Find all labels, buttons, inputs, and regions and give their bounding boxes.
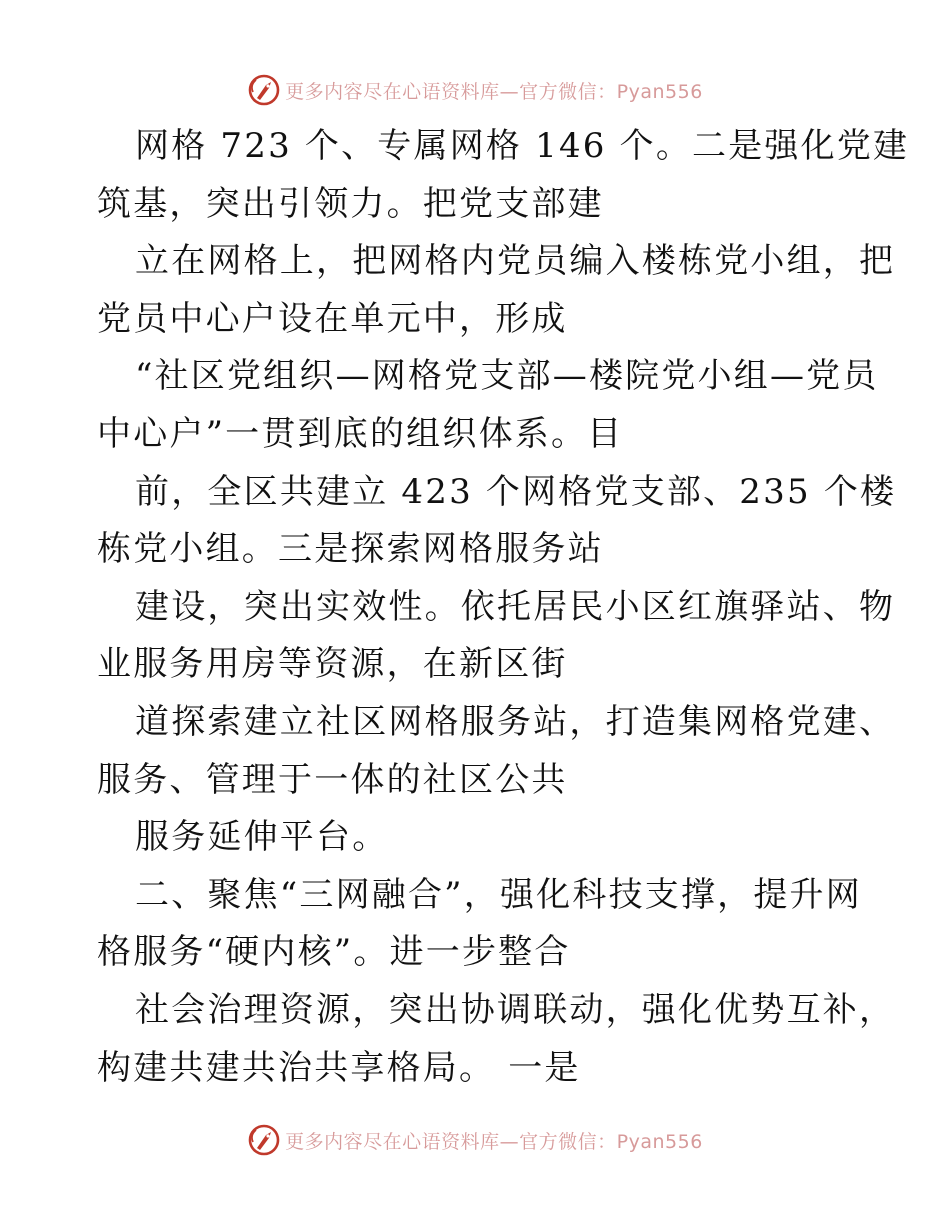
text-line: 格服务“硬内核”。进一步整合 — [97, 932, 571, 973]
pen-nib-logo-icon — [247, 1123, 281, 1157]
text-line: 栋党小组。三是探索网格服务站 — [97, 529, 604, 570]
text-line: 社会治理资源，突出协调联动，强化优势互补， — [135, 989, 896, 1030]
text-line: 业服务用房等资源，在新区街 — [97, 644, 568, 685]
text-line: 党员中心户设在单元中，形成 — [97, 298, 568, 339]
text-line: 道探索建立社区网格服务站，打造集网格党建、 — [135, 701, 896, 742]
text-line: 服务、管理于一体的社区公共 — [97, 759, 568, 800]
text-line: “社区党组织—网格党支部—楼院党小组—党员 — [135, 356, 879, 397]
header-watermark — [0, 70, 950, 110]
text-line: 网格 723 个、专属网格 146 个。二是强化党建 — [135, 126, 910, 166]
watermark-text: 更多内容尽在心语资料库—官方微信：Pyan556 — [285, 1130, 703, 1153]
text-line: 建设，突出实效性。依托居民小区红旗驿站、物 — [135, 586, 896, 627]
text-line: 服务延伸平台。 — [135, 817, 389, 858]
text-line: 筑基，突出引领力。把党支部建 — [97, 183, 604, 224]
text-line: 二、聚焦“三网融合”，强化科技支撑，提升网 — [135, 874, 862, 915]
footer-watermark — [0, 1120, 950, 1160]
text-line: 立在网格上，把网格内党员编入楼栋党小组，把 — [135, 241, 896, 282]
text-line: 中心户”一贯到底的组织体系。目 — [97, 413, 624, 454]
text-line: 前，全区共建立 423 个网格党支部、235 个楼 — [135, 471, 897, 512]
watermark-text: 更多内容尽在心语资料库—官方微信：Pyan556 — [285, 80, 703, 103]
body-text — [97, 118, 910, 1097]
pen-nib-logo-icon — [247, 73, 281, 107]
text-line: 构建共建共治共享格局。 一是 — [97, 1047, 581, 1088]
